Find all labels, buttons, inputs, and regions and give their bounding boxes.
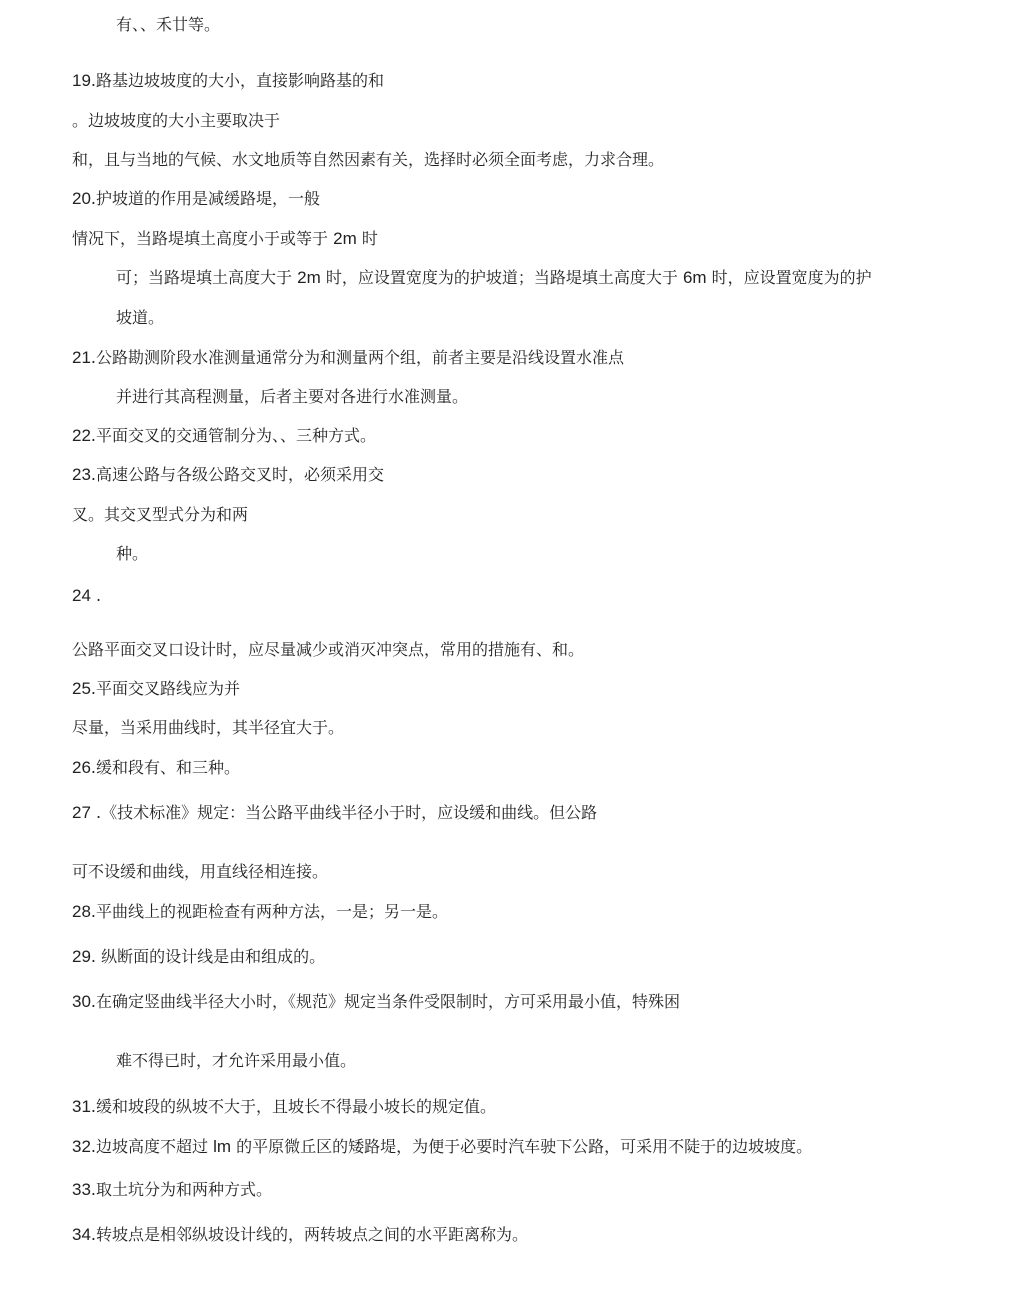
question-34: 34.转坡点是相邻纵坡设计线的，两转坡点之间的水平距离称为。 [72, 1225, 529, 1244]
question-number: 23 [72, 465, 91, 484]
question-number: 26 [72, 758, 91, 777]
question-28: 28.平曲线上的视距检查有两种方法，一是；另一是。 [72, 902, 449, 921]
question-number: 28 [72, 902, 91, 921]
question-number: 29 [72, 947, 91, 966]
text-line: 并进行其高程测量，后者主要对各进行水准测量。 [116, 387, 469, 406]
question-number: 27 [72, 803, 91, 822]
text-line: 有、、禾廿等。 [116, 15, 221, 34]
question-number: 31 [72, 1097, 91, 1116]
question-20: 20.护坡道的作用是减缓路堤，一般 [72, 189, 321, 208]
text-line: 可不设缓和曲线，用直线径相连接。 [72, 862, 329, 881]
question-22: 22.平面交叉的交通管制分为、、三种方式。 [72, 426, 377, 445]
question-number: 34 [72, 1225, 91, 1244]
question-number: 33 [72, 1180, 91, 1199]
question-23: 23.高速公路与各级公路交叉时，必须采用交 [72, 465, 385, 484]
text-line: 可；当路堤填土高度大于 2m 时，应设置宽度为的护坡道；当路堤填土高度大于 6m 时，应设置宽度为的护 [116, 268, 872, 287]
text-line: 难不得已时，才允许采用最小值。 [116, 1051, 357, 1070]
question-29: 29. 纵断面的设计线是由和组成的。 [72, 947, 326, 966]
text-line: 叉。其交叉型式分为和两 [72, 505, 249, 524]
text-line: 种。 [116, 544, 149, 563]
question-number: 22 [72, 426, 91, 445]
question-number: 20 [72, 189, 91, 208]
question-30: 30.在确定竖曲线半径大小时，《规范》规定当条件受限制时，方可采用最小值，特殊困 [72, 992, 681, 1011]
question-number: 19 [72, 71, 91, 90]
question-number: 24 [72, 586, 91, 605]
question-number: 21 [72, 348, 91, 367]
question-21: 21.公路勘测阶段水准测量通常分为和测量两个组，前者主要是沿线设置水准点 [72, 348, 625, 367]
question-25: 25.平面交叉路线应为并 [72, 679, 241, 698]
text-line: 尽量，当采用曲线时，其半径宜大于。 [72, 718, 345, 737]
question-number: 32 [72, 1137, 91, 1156]
question-33: 33.取土坑分为和两种方式。 [72, 1180, 273, 1199]
question-27: 27 .《技术标准》规定：当公路平曲线半径小于时，应设缓和曲线。但公路 [72, 803, 598, 822]
question-24: 24 . [72, 586, 102, 605]
question-number: 25 [72, 679, 91, 698]
question-19: 19.路基边坡坡度的大小，直接影响路基的和 [72, 71, 385, 90]
question-32: 32.边坡高度不超过 lm 的平原微丘区的矮路堤，为便于必要时汽车驶下公路，可采用不陡于的边坡坡度。 [72, 1137, 813, 1156]
question-26: 26.缓和段有、和三种。 [72, 758, 241, 777]
text-line: 和，且与当地的气候、水文地质等自然因素有关，选择时必须全面考虑，力求合理。 [72, 150, 665, 169]
question-31: 31.缓和坡段的纵坡不大于，且坡长不得最小坡长的规定值。 [72, 1097, 497, 1116]
text-line: 情况下，当路堤填土高度小于或等于 2m 时 [72, 229, 378, 248]
text-line: 公路平面交叉口设计时，应尽量减少或消灭冲突点，常用的措施有、和。 [72, 640, 585, 659]
text-line: 。边坡坡度的大小主要取决于 [72, 111, 281, 130]
question-number: 30 [72, 992, 91, 1011]
text-line: 坡道。 [116, 308, 165, 327]
